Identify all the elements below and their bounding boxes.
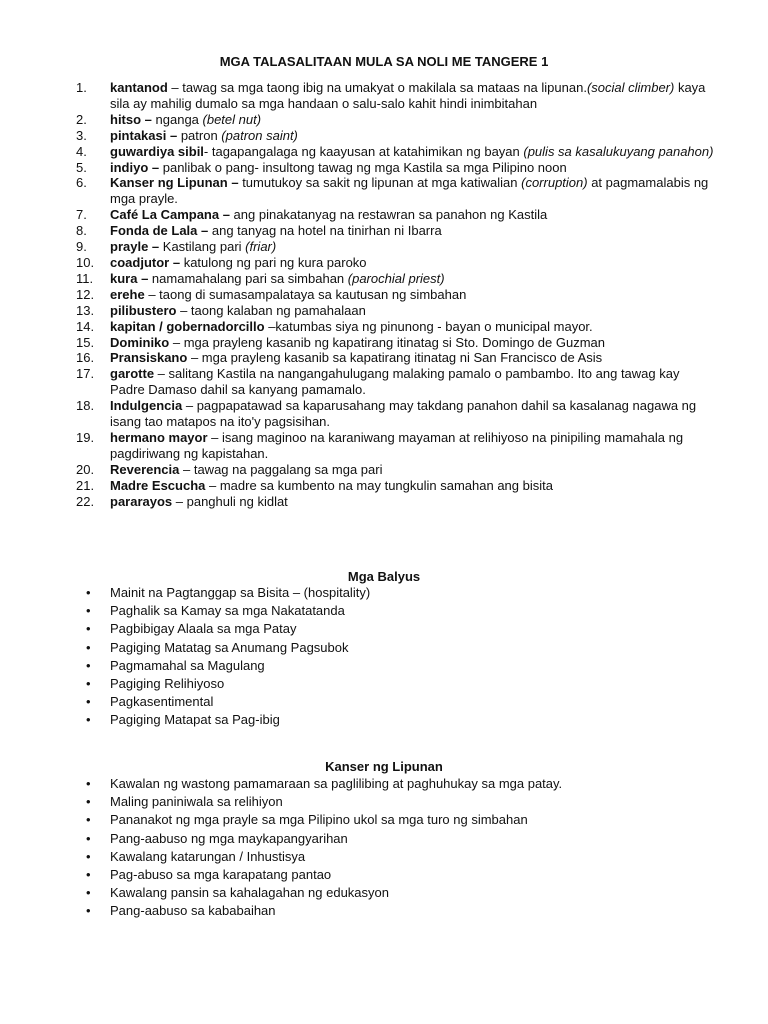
bullet-icon: • <box>86 812 91 828</box>
vocab-number: 5. <box>76 159 87 175</box>
vocab-definition: ang pinakatanyag na restawran sa panahon ng Kastila <box>229 207 548 223</box>
kanser-item-text: Kawalang katarungan / Inhustisya <box>110 848 306 864</box>
vocab-number: 20. <box>76 461 95 477</box>
bullet-icon: • <box>86 867 91 883</box>
kanser-item <box>86 884 726 902</box>
vocab-item <box>76 160 716 176</box>
vocab-item <box>76 207 716 223</box>
balyus-item-text: Mainit na Pagtanggap sa Bisita – (hospitality) <box>110 585 371 600</box>
bullet-icon: • <box>86 903 91 919</box>
vocab-item <box>76 462 716 478</box>
vocab-number: 16. <box>76 350 95 366</box>
vocab-term: kura – <box>110 270 149 286</box>
kanser-item-text: Pang-aabuso sa kababaihan <box>110 903 276 919</box>
vocab-term: Reverencia <box>110 461 180 477</box>
kanser-item <box>86 793 726 811</box>
kanser-heading: Kanser ng Lipunan <box>325 759 443 774</box>
bullet-icon: • <box>86 676 91 692</box>
bullet-icon: • <box>86 621 91 637</box>
vocab-item <box>76 430 716 462</box>
vocab-definition: – madre sa kumbento na may tungkulin samahan ang bisita <box>205 477 553 493</box>
kanser-item-text: Maling paniniwala sa relihiyon <box>110 794 283 810</box>
vocab-definition: tumutukoy sa sakit ng lipunan at mga katiwalian <box>238 175 522 191</box>
kanser-item <box>86 902 726 920</box>
bullet-icon: • <box>86 585 91 600</box>
vocab-term: Madre Escucha <box>110 477 206 493</box>
vocab-item <box>76 255 716 271</box>
kanser-item-text: Pang-aabuso ng mga maykapangyarihan <box>110 830 348 846</box>
vocab-item <box>76 271 716 287</box>
vocab-number: 17. <box>76 366 95 382</box>
vocab-term: pararayos <box>110 493 173 509</box>
vocab-item <box>76 144 716 160</box>
vocab-term: guwardiya sibil <box>110 143 204 159</box>
vocab-term: indiyo – <box>110 159 160 175</box>
vocab-number: 1. <box>76 80 87 95</box>
vocab-item <box>76 128 716 144</box>
vocab-term: Dominiko <box>110 334 170 350</box>
vocab-term: coadjutor – <box>110 254 181 270</box>
vocab-translation: (corruption) <box>521 175 588 191</box>
vocab-number: 22. <box>76 493 95 509</box>
vocab-definition: – taong di sumasampalataya sa kautusan ng simbahan <box>144 286 467 302</box>
vocab-number: 14. <box>76 318 95 334</box>
vocab-term: erehe <box>110 286 145 302</box>
bullet-icon: • <box>86 694 91 710</box>
vocab-translation: (friar) <box>245 239 277 255</box>
vocab-definition-cont: at pagmamalabis ng mga prayle. <box>110 175 709 207</box>
vocabulary-list <box>76 80 716 509</box>
vocab-number: 18. <box>76 398 95 414</box>
balyus-item <box>86 711 726 729</box>
vocab-item <box>76 287 716 303</box>
balyus-item <box>86 639 726 657</box>
vocab-definition: ang tanyag na hotel na tinirhan ni Ibarra <box>208 223 442 239</box>
vocab-definition-cont: kaya sila ay mahilig dumalo sa mga handaan o salu-salo kahit hindi inimbitahan <box>110 80 706 111</box>
bullet-icon: • <box>86 830 91 846</box>
kanser-item <box>86 811 726 829</box>
vocab-definition: katulong ng pari ng kura paroko <box>180 254 367 270</box>
vocab-term: Pransiskano <box>110 350 188 366</box>
vocab-definition: – pagpapatawad sa kaparusahang may takdang panahon dahil sa kasalanag nagawa ng isang tao matapos na ito'y pagsisihan. <box>110 398 697 430</box>
vocab-number: 3. <box>76 127 87 143</box>
bullet-icon: • <box>86 848 91 864</box>
balyus-item <box>86 620 726 638</box>
balyus-item <box>86 657 726 675</box>
vocab-term: kantanod <box>110 80 168 95</box>
vocab-definition: – tawag sa mga taong ibig na umakyat o makilala sa mataas na lipunan. <box>167 80 587 95</box>
vocab-translation: (betel nut) <box>202 111 262 127</box>
page-title: MGA TALASALITAAN MULA SA NOLI ME TANGERE 1 <box>219 54 549 69</box>
vocab-number: 9. <box>76 239 87 255</box>
vocab-definition: nganga <box>151 111 203 127</box>
vocab-item <box>76 398 716 430</box>
vocab-item <box>76 80 716 112</box>
vocab-term: kapitan / gobernadorcillo <box>110 318 265 334</box>
balyus-item-text: Paghalik sa Kamay sa mga Nakatatanda <box>110 603 345 619</box>
vocab-term: Kanser ng Lipunan – <box>110 175 239 191</box>
balyus-item <box>86 675 726 693</box>
vocab-number: 8. <box>76 223 87 239</box>
vocab-number: 21. <box>76 477 95 493</box>
vocab-definition: – tawag na paggalang sa mga pari <box>179 461 383 477</box>
vocab-number: 7. <box>76 207 87 223</box>
vocab-term: garotte <box>110 366 155 382</box>
vocab-item <box>76 175 716 207</box>
bullet-icon: • <box>86 603 91 619</box>
vocab-number: 12. <box>76 286 95 302</box>
vocab-definition: – taong kalaban ng pamahalaan <box>176 302 366 318</box>
balyus-item-text: Pagmamahal sa Magulang <box>110 657 265 673</box>
balyus-item-text: Pagiging Matapat sa Pag-ibig <box>110 712 280 728</box>
balyus-item-text: Pagiging Matatag sa Anumang Pagsubok <box>110 639 349 655</box>
balyus-item <box>86 693 726 711</box>
vocab-item <box>76 494 716 510</box>
vocab-item <box>76 303 716 319</box>
balyus-item-text: Pagkasentimental <box>110 694 214 710</box>
balyus-item-text: Pagbibigay Alaala sa mga Patay <box>110 621 297 637</box>
vocab-definition: – panghuli ng kidlat <box>172 493 288 509</box>
kanser-item <box>86 830 726 848</box>
kanser-item-text: Kawalan ng wastong pamamaraan sa paglilibing at paghuhukay sa mga patay. <box>110 776 563 791</box>
vocab-number: 13. <box>76 302 95 318</box>
bullet-icon: • <box>86 657 91 673</box>
balyus-item <box>86 602 726 620</box>
vocab-definition: – isang maginoo na karaniwang mayaman at relihiyoso na pinipiling mamahala ng pagdiriwang ng kapistahan. <box>110 429 684 461</box>
bullet-icon: • <box>86 639 91 655</box>
vocab-definition: – mga prayleng kasanib sa kapatirang itinatag ni San Francisco de Asis <box>187 350 603 366</box>
vocab-definition: panlibak o pang- insultong tawag ng mga Kastila sa mga Pilipino noon <box>159 159 567 175</box>
vocab-item <box>76 366 716 398</box>
vocab-definition: namamahalang pari sa simbahan <box>148 270 348 286</box>
vocab-number: 10. <box>76 254 95 270</box>
bullet-icon: • <box>86 712 91 728</box>
vocab-definition: Kastilang pari <box>159 239 246 255</box>
balyus-item <box>86 584 726 602</box>
kanser-list <box>86 775 726 921</box>
vocab-item <box>76 319 716 335</box>
vocab-translation: (pulis sa kasalukuyang panahon) <box>523 143 714 159</box>
kanser-item <box>86 848 726 866</box>
vocab-term: Fonda de Lala – <box>110 223 209 239</box>
vocab-translation: (social climber) <box>586 80 675 95</box>
vocab-item <box>76 478 716 494</box>
vocab-translation: (parochial priest) <box>347 270 445 286</box>
kanser-item-text: Pananakot ng mga prayle sa mga Pilipino ukol sa mga turo ng simbahan <box>110 812 528 828</box>
vocab-item <box>76 239 716 255</box>
vocab-definition: - tagapangalaga ng kaayusan at katahimikan ng bayan <box>203 143 524 159</box>
vocab-number: 6. <box>76 175 87 191</box>
vocab-number: 11. <box>76 270 94 286</box>
vocab-item <box>76 112 716 128</box>
balyus-heading: Mga Balyus <box>347 569 421 584</box>
vocab-term: pilibustero <box>110 302 177 318</box>
kanser-item <box>86 866 726 884</box>
bullet-icon: • <box>86 885 91 901</box>
kanser-item-text: Pag-abuso sa mga karapatang pantao <box>110 867 332 883</box>
vocab-definition: –katumbas siya ng pinunong - bayan o municipal mayor. <box>264 318 593 334</box>
vocab-term: pintakasi – <box>110 127 178 143</box>
vocab-definition: – salitang Kastila na nangangahulugang malaking pamalo o pambambo. Ito ang tawag kay Padre Damaso dahil sa kanyang pamamalo. <box>110 366 680 398</box>
vocab-number: 2. <box>76 111 87 127</box>
kanser-item-text: Kawalang pansin sa kahalagahan ng edukasyon <box>110 885 389 901</box>
kanser-item <box>86 775 726 793</box>
vocab-term: Café La Campana – <box>110 207 230 223</box>
vocab-term: prayle – <box>110 239 160 255</box>
vocab-term: hitso – <box>110 111 152 127</box>
vocab-number: 19. <box>76 429 95 445</box>
vocab-item <box>76 350 716 366</box>
vocab-term: hermano mayor <box>110 429 208 445</box>
vocab-item <box>76 335 716 351</box>
vocab-definition: – mga prayleng kasanib ng kapatirang itinatag si Sto. Domingo de Guzman <box>169 334 605 350</box>
vocab-definition: patron <box>177 127 222 143</box>
vocab-number: 4. <box>76 143 87 159</box>
balyus-item-text: Pagiging Relihiyoso <box>110 676 225 692</box>
vocab-translation: (patron saint) <box>221 127 298 143</box>
balyus-list <box>86 584 726 730</box>
vocab-number: 15. <box>76 334 95 350</box>
bullet-icon: • <box>86 776 91 791</box>
bullet-icon: • <box>86 794 91 810</box>
vocab-item <box>76 223 716 239</box>
vocab-term: Indulgencia <box>110 398 183 414</box>
